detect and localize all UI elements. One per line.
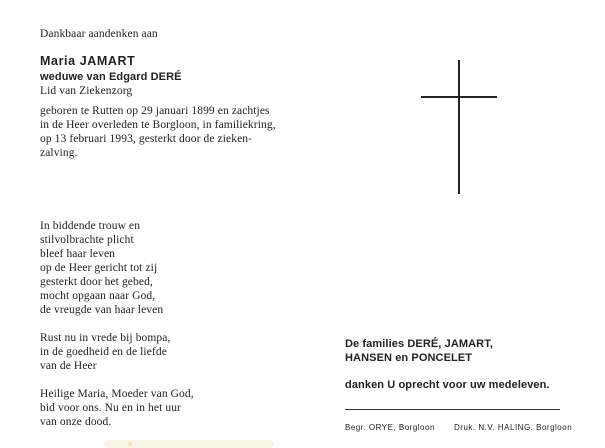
bio-line: in de Heer overleden te Borgloon, in familiekring, bbox=[40, 119, 276, 131]
divider bbox=[345, 409, 560, 410]
poem-line: in de goedheid en de liefde bbox=[40, 346, 167, 358]
heading: Dankbaar aandenken aan bbox=[40, 28, 158, 40]
prayer-line: bid voor ons. Nu en in het uur bbox=[40, 402, 181, 414]
prayer-line: Heilige Maria, Moeder van God, bbox=[40, 388, 194, 400]
thanks-line: danken U oprecht voor uw medeleven. bbox=[345, 379, 550, 391]
poem-line: de vreugde van haar leven bbox=[40, 304, 164, 316]
poem-line: op de Heer gericht tot zij bbox=[40, 262, 158, 274]
families-line: De families DERÉ, JAMART, bbox=[345, 338, 493, 350]
poem-line: gesterkt door het gebed, bbox=[40, 276, 153, 288]
poem-line: Rust nu in vrede bij bompa, bbox=[40, 332, 171, 344]
member-line: Lid van Ziekenzorg bbox=[40, 85, 133, 97]
paper-spot bbox=[128, 442, 132, 446]
bio-line: zalving. bbox=[40, 147, 78, 159]
bio-line: geboren te Rutten op 29 januari 1899 en zachtjes bbox=[40, 105, 270, 117]
prayer-line: van onze dood. bbox=[40, 416, 112, 428]
bio-line: op 13 februari 1993, gesterkt door de zieken- bbox=[40, 133, 253, 145]
poem-line: bleef haar leven bbox=[40, 248, 116, 260]
undertaker-credit: Begr. ORYE, Borgloon bbox=[345, 423, 435, 432]
widow-line: weduwe van Edgard DERÉ bbox=[40, 71, 182, 83]
families-line: HANSEN en PONCELET bbox=[345, 352, 473, 364]
poem-line: van de Heer bbox=[40, 360, 97, 372]
deceased-name: Maria JAMART bbox=[40, 54, 136, 68]
printer-credit: Druk. N.V. HALING. Borgloon bbox=[454, 423, 573, 432]
poem-line: mocht opgaan naar God, bbox=[40, 290, 156, 302]
poem-line: stilvolbrachte plicht bbox=[40, 234, 134, 246]
poem-line: In biddende trouw en bbox=[40, 220, 141, 232]
